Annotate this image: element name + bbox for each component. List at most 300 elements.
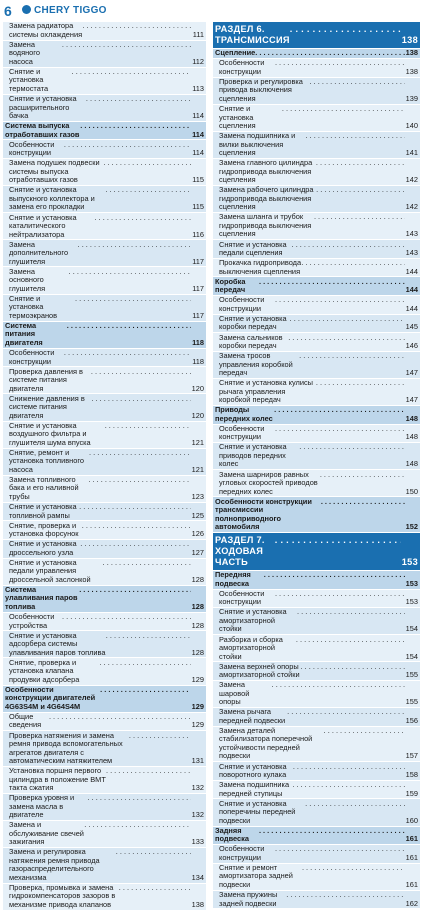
toc-entry-title: Установка поршня первого цилиндра в положение ВМТ такта сжатия: [9, 767, 106, 793]
toc-entry-title-wrap: [215, 278, 405, 295]
toc-entry-page: 146: [405, 341, 418, 351]
toc-entry-title: Замена шаровой опоры: [219, 681, 250, 707]
toc-entry-title: Снятие и установка адсорбера системы улавливания паров топлива: [9, 631, 106, 657]
toc-entry-title-wrap: [9, 632, 191, 658]
toc-entry-title: Проверка давления в системе питания двигателя: [9, 367, 83, 393]
toc-leader-dots: [272, 681, 405, 707]
toc-entry: [3, 295, 206, 322]
toc-entry: [3, 503, 206, 522]
toc-leader-dots: [62, 41, 191, 67]
toc-entry: [3, 68, 206, 95]
toc-entry-page: 116: [192, 229, 204, 239]
toc-leader-dots: [275, 535, 401, 568]
toc-leader-dots: [69, 268, 192, 294]
toc-entry: [213, 590, 420, 609]
toc-chapter-heading: [3, 322, 206, 349]
toc-entry-title-wrap: [9, 295, 191, 321]
toc-entry: [213, 132, 420, 159]
toc-entry-title-wrap: [9, 732, 191, 766]
toc-leader-dots: [299, 352, 404, 378]
toc-leader-dots: [255, 49, 404, 58]
toc-entry: [213, 213, 420, 240]
toc-entry-title-wrap: [219, 845, 405, 862]
toc-entry: [3, 658, 206, 685]
toc-entry-page: 113: [192, 83, 204, 93]
chery-logo-icon: [22, 5, 31, 14]
toc-entry-title: Снятие и установка амортизаторной стойки: [219, 608, 287, 634]
toc-leader-dots: [321, 498, 405, 532]
toc-leader-dots: [296, 636, 405, 662]
toc-entry-title: Коробка передач: [215, 277, 246, 295]
toc-entry-title-wrap: [9, 141, 191, 158]
toc-entry-title: Проверка, промывка и замена гидрокомпенсаторов зазоров в механизме привода клапанов: [9, 883, 116, 909]
toc-entry: [213, 891, 420, 910]
toc-entry-page: 114: [192, 129, 204, 139]
toc-entry: [3, 267, 206, 294]
toc-leader-dots: [105, 186, 191, 212]
toc-leader-dots: [82, 22, 191, 39]
toc-entry-title: Снятие и установка каталитического нейтрализатора: [9, 213, 77, 239]
toc-entry: [3, 794, 206, 821]
toc-entry-title-wrap: [219, 59, 405, 76]
toc-entry: [213, 186, 420, 213]
toc-entry-title: Особенности конструкции: [219, 59, 265, 76]
toc-entry: [213, 379, 420, 406]
toc-leader-dots: [75, 295, 191, 321]
toc-entry-title-wrap: [219, 132, 405, 158]
toc-entry-page: 134: [191, 872, 204, 882]
toc-leader-dots: [119, 884, 191, 910]
toc-entry: [3, 521, 206, 540]
toc-entry-title-wrap: [219, 241, 405, 258]
toc-leader-dots: [49, 713, 191, 730]
toc-entry: [213, 105, 420, 132]
toc-entry-page: 155: [405, 697, 418, 707]
toc-entry-title: Система улавливания паров топлива: [5, 585, 78, 611]
toc-leader-dots: [62, 613, 191, 630]
toc-entry-title-wrap: [9, 659, 191, 685]
toc-entry: [3, 213, 206, 240]
toc-entry: [3, 613, 206, 632]
toc-leader-dots: [100, 686, 190, 712]
toc-entry-page: 142: [405, 175, 418, 185]
toc-entry: [3, 186, 206, 213]
toc-entry-title: Система выпуска отработавших газов: [5, 122, 80, 139]
toc-leader-dots: [282, 105, 405, 131]
toc-entry-page: 144: [405, 303, 418, 313]
toc-entry: [3, 559, 206, 586]
toc-entry: [213, 159, 420, 186]
toc-entry: [3, 95, 206, 122]
toc-leader-dots: [116, 848, 191, 882]
toc-leader-dots: [64, 141, 191, 158]
toc-leader-dots: [100, 659, 191, 685]
toc-leader-dots: [264, 571, 405, 588]
toc-leader-dots: [79, 503, 191, 520]
toc-entry: [3, 394, 206, 421]
toc-entry-title: Замена рычага передней подвески: [219, 708, 286, 725]
toc-entry-title: Снятие и установка выпускного коллектора и замена его прокладки: [9, 186, 95, 212]
toc-entry-title-wrap: [219, 681, 405, 707]
toc-entry-title: Система питания двигателя: [5, 321, 43, 347]
toc-entry-page: 128: [191, 574, 204, 584]
toc-entry-title: Замена подушек подвески системы выпуска отработавших газов: [9, 159, 100, 185]
toc-entry-page: 115: [192, 175, 204, 185]
toc-entry-title-wrap: [9, 349, 191, 366]
toc-entry: [3, 22, 206, 41]
toc-entry: [3, 713, 206, 732]
toc-entry-page: 148: [405, 432, 418, 442]
toc-entry-title: Замена и обслуживание свечей зажигания: [9, 821, 84, 847]
toc-entry-page: 144: [405, 266, 418, 276]
toc-leader-dots: [324, 727, 405, 761]
toc-entry-title-wrap: [219, 763, 405, 780]
toc-entry-page: 143: [405, 229, 418, 239]
toc-entry-title-wrap: [215, 827, 405, 844]
brand-name: CHERY TIGGO: [34, 5, 107, 16]
toc-chapter-heading: [3, 586, 206, 613]
toc-leader-dots: [299, 443, 404, 469]
toc-entry-page: 138: [405, 66, 418, 76]
toc-chapter-heading: [213, 497, 420, 533]
toc-entry-title: Проверка натяжения и замена ремня привода вспомогательных агрегатов двигателя с автоматическим натяжителем: [9, 731, 123, 766]
toc-entry: [213, 799, 420, 826]
toc-leader-dots: [297, 608, 405, 634]
toc-entry-page: 114: [192, 111, 204, 121]
toc-entry-title: Снятие и ремонт амортизатора задней подвески: [219, 863, 293, 889]
toc-entry-title-wrap: [219, 471, 405, 497]
toc-entry-title: Замена верхней опоры амортизаторной стойки: [219, 662, 300, 680]
toc-entry-title-wrap: [219, 315, 405, 332]
toc-entry-page: 118: [192, 337, 204, 347]
toc-entry-title: Снятие и установка воздушного фильтра и глушителя шума впуска: [9, 421, 91, 447]
toc-entry-title: Прокачка гидропривода выключения сцепления: [219, 259, 302, 276]
toc-entry-title-wrap: [9, 22, 192, 39]
toc-entry: [213, 727, 420, 763]
toc-entry-page: 127: [191, 547, 204, 557]
toc-entry-title-wrap: [9, 449, 191, 475]
toc-leader-dots: [78, 241, 192, 267]
toc-leader-dots: [287, 708, 405, 725]
toc-entry-page: 120: [191, 383, 204, 393]
toc-entry-page: 156: [405, 715, 418, 725]
toc-entry-title: Снятие и установка дроссельного узла: [9, 540, 77, 557]
toc-leader-dots: [91, 368, 191, 394]
toc-entry-page: 112: [192, 56, 204, 66]
toc-entry-title-wrap: [9, 713, 191, 730]
toc-entry-title: Замена шарниров равных угловых скоростей приводов передних колес: [219, 470, 318, 496]
toc-leader-dots: [288, 334, 404, 351]
toc-entry-title-wrap: [9, 159, 191, 185]
toc-entry-title: Особенности конструкции: [219, 296, 265, 313]
toc-entry-title: Снятие и установка термоэкранов: [9, 294, 58, 320]
toc-entry-page: 161: [405, 879, 418, 889]
toc-entry-title: РАЗДЕЛ 7. ХОДОВАЯ ЧАСТЬ: [215, 534, 265, 567]
toc-entry-title-wrap: [9, 241, 191, 267]
toc-leader-dots: [301, 259, 404, 276]
toc-leader-dots: [305, 800, 405, 826]
toc-entry-page: 140: [405, 121, 418, 131]
toc-entry-title-wrap: [9, 613, 191, 630]
toc-entry-title: Замена главного цилиндра гидропривода выключения сцепления: [219, 159, 313, 185]
brand-logo: [22, 5, 107, 16]
toc-leader-dots: [275, 590, 405, 607]
toc-entry: [213, 59, 420, 78]
toc-entry-title: Снижение давления в системе питания двигателя: [9, 394, 85, 420]
toc-entry-page: 138: [405, 48, 418, 58]
toc-leader-dots: [286, 891, 404, 908]
toc-entry-title-wrap: [9, 767, 191, 793]
toc-entry-title-wrap: [219, 334, 405, 351]
toc-entry: [213, 78, 420, 105]
toc-entry: [213, 315, 420, 334]
toc-entry-title: Задняя подвеска: [215, 826, 249, 844]
toc-leader-dots: [91, 395, 190, 421]
toc-entry-page: 158: [405, 770, 418, 780]
toc-entry-page: 129: [191, 720, 204, 730]
toc-leader-dots: [274, 406, 405, 423]
toc-entry-page: 132: [191, 810, 204, 820]
toc-entry-title-wrap: [219, 186, 405, 212]
toc-entry-page: 154: [405, 624, 418, 634]
toc-leader-dots: [67, 322, 191, 348]
toc-entry-title: Передняя подвеска: [215, 571, 251, 588]
toc-entry-title-wrap: [219, 781, 405, 798]
toc-leader-dots: [106, 767, 191, 793]
toc-entry-page: 152: [405, 522, 418, 532]
toc-entry-title: Снятие и установка поворотного кулака: [219, 762, 287, 780]
toc-entry-page: 161: [405, 852, 418, 862]
toc-entry-title: Замена радиатора системы охлаждения: [9, 22, 83, 39]
toc-entry-title: Снятие, проверка и установка клапана продувки адсорбера: [9, 658, 80, 684]
toc-chapter-heading: [213, 571, 420, 590]
toc-entry-page: 126: [191, 529, 204, 539]
toc-entry-title: Снятие и установка педали сцепления: [219, 240, 287, 258]
toc-entry-title-wrap: [9, 268, 191, 294]
toc-entry: [213, 296, 420, 315]
toc-leader-dots: [72, 68, 192, 94]
toc-entry-title: Приводы передних колес: [215, 406, 273, 423]
toc-entry-title: Снятие и установка сцепления: [219, 105, 256, 131]
toc-entry-title: Снятие и установка коробки передач: [219, 314, 287, 332]
toc-entry: [213, 864, 420, 891]
toc-entry-page: 111: [192, 29, 204, 39]
toc-entry-title-wrap: [215, 498, 405, 532]
toc-entry-title-wrap: [215, 535, 401, 568]
toc-leader-dots: [301, 663, 405, 680]
toc-entry-title-wrap: [9, 559, 191, 585]
toc-entry-title: Замена подшипника и вилки выключения сцепления: [219, 132, 296, 158]
toc-entry-page: 123: [191, 491, 204, 501]
page-number: 6: [4, 3, 12, 19]
toc-leader-dots: [103, 159, 191, 185]
toc-leader-dots: [310, 78, 405, 104]
toc-entry-page: 147: [405, 368, 418, 378]
toc-leader-dots: [86, 95, 191, 121]
toc-entry-page: 162: [405, 898, 418, 908]
toc-section-heading: [213, 533, 420, 571]
toc-entry: [3, 821, 206, 848]
toc-entry-page: 118: [192, 356, 204, 366]
toc-entry-title: Снятие, ремонт и установка топливного насоса: [9, 448, 85, 474]
toc-leader-dots: [292, 781, 404, 798]
toc-entry: [213, 608, 420, 635]
toc-entry-title-wrap: [9, 422, 191, 448]
toc-leader-dots: [105, 422, 191, 448]
toc-entry-title: Замена рабочего цилиндра гидропривода выключения сцепления: [219, 186, 314, 212]
toc-entry-title-wrap: [219, 425, 405, 442]
toc-chapter-heading: [213, 827, 420, 846]
toc-entry: [3, 476, 206, 503]
toc-entry: [213, 259, 420, 278]
toc-entry: [3, 159, 206, 186]
toc-leader-dots: [306, 132, 405, 158]
toc-entry-title: Особенности конструкции двигателей 4G63S4M и 4G64S4M: [5, 685, 96, 711]
toc-right-column: [213, 22, 420, 909]
toc-entry-title-wrap: [219, 590, 405, 607]
toc-entry-title: Замена тросов управления коробкой передач: [219, 352, 293, 378]
toc-leader-dots: [259, 278, 405, 295]
toc-entry-page: 147: [405, 395, 418, 405]
toc-entry-title-wrap: [9, 522, 191, 539]
toc-entry-title-wrap: [219, 708, 405, 725]
toc-entry-page: 117: [192, 283, 204, 293]
toc-entry-title: Замена водяного насоса: [9, 40, 40, 66]
toc-entry-title-wrap: [219, 352, 405, 378]
toc-entry-title: Замена топливного бака и его наливной трубы: [9, 475, 79, 501]
toc-entry-title-wrap: [9, 214, 191, 240]
toc-entry: [213, 333, 420, 352]
toc-leader-dots: [275, 845, 405, 862]
toc-entry-page: 150: [405, 486, 418, 496]
toc-entry-title: Замена основного глушителя: [9, 267, 46, 293]
toc-leader-dots: [103, 559, 191, 585]
toc-leader-dots: [320, 471, 405, 497]
toc-entry: [213, 681, 420, 708]
toc-left-column: [3, 22, 206, 911]
toc-entry-title: Общие сведения: [9, 712, 42, 730]
toc-leader-dots: [292, 241, 405, 258]
toc-entry-page: 154: [405, 651, 418, 661]
toc-entry-page: 138: [191, 899, 204, 909]
toc-entry-title: Замена и регулировка натяжения ремня привода газораспределительного механизма: [9, 848, 100, 882]
toc-leader-dots: [293, 763, 405, 780]
toc-entry-title-wrap: [219, 105, 405, 131]
toc-entry-title: Снятие и установка педали управления дроссельной заслонкой: [9, 558, 91, 584]
toc-entry-page: 114: [192, 148, 204, 158]
toc-entry-title-wrap: [215, 49, 405, 58]
toc-entry-title-wrap: [219, 78, 405, 104]
toc-entry-page: 153: [405, 578, 418, 588]
toc-entry-title-wrap: [219, 727, 405, 761]
toc-entry-title-wrap: [219, 608, 405, 634]
toc-entry: [213, 635, 420, 662]
toc-entry: [3, 41, 206, 68]
toc-entry-title: Замена сальников коробки передач: [219, 333, 283, 351]
toc-entry-title-wrap: [215, 24, 401, 46]
toc-entry: [213, 425, 420, 444]
toc-leader-dots: [84, 821, 190, 847]
toc-entry-page: 161: [405, 834, 418, 844]
toc-entry-page: 148: [405, 459, 418, 469]
toc-entry-title-wrap: [9, 368, 191, 394]
toc-entry-page: 125: [191, 510, 204, 520]
toc-leader-dots: [79, 586, 190, 612]
toc-entry-page: 157: [405, 751, 418, 761]
toc-entry-page: 128: [191, 601, 204, 611]
toc-entry-title-wrap: [9, 794, 191, 820]
toc-entry-page: 143: [405, 248, 418, 258]
toc-leader-dots: [95, 214, 192, 240]
toc-entry-page: 148: [405, 413, 418, 423]
toc-entry-page: 142: [405, 202, 418, 212]
toc-entry-page: 121: [191, 464, 204, 474]
toc-entry: [3, 631, 206, 658]
toc-entry-title: Замена дополнительного глушителя: [9, 240, 69, 266]
toc-entry-title-wrap: [219, 159, 405, 185]
toc-entry-title: Разборка и сборка амортизаторной стойки: [219, 635, 283, 661]
toc-entry: [213, 662, 420, 681]
toc-chapter-heading: [213, 49, 420, 59]
toc-entry-page: 132: [191, 783, 204, 793]
toc-entry-title: Снятие и установка приводов передних колес: [219, 443, 287, 469]
toc-leader-dots: [129, 732, 191, 766]
toc-entry-page: 117: [192, 310, 204, 320]
toc-leader-dots: [80, 122, 191, 139]
toc-leader-dots: [80, 540, 190, 557]
toc-entry-title: Снятие и установка кулисы рычага управления коробкой передач: [219, 379, 313, 405]
toc-chapter-heading: [3, 686, 206, 713]
toc-entry-title-wrap: [219, 296, 405, 313]
toc-entry-title: Особенности конструкции: [219, 424, 265, 442]
toc-leader-dots: [290, 315, 405, 332]
toc-entry-page: 133: [191, 837, 204, 847]
toc-entry-page: 117: [192, 256, 204, 266]
toc-entry: [213, 845, 420, 864]
toc-entry-page: 153: [401, 556, 418, 567]
toc-entry-title-wrap: [215, 571, 405, 588]
toc-entry-title-wrap: [5, 586, 191, 612]
toc-leader-dots: [314, 213, 405, 239]
toc-entry: [3, 540, 206, 559]
toc-leader-dots: [88, 794, 191, 820]
toc-entry-title: Снятие, проверка и установка форсунок: [9, 521, 79, 539]
toc-entry: [3, 240, 206, 267]
toc-entry-title: Особенности конструкции: [219, 589, 265, 607]
toc-entry-title: Замена подшипника передней ступицы: [219, 781, 290, 798]
toc-leader-dots: [64, 349, 191, 366]
toc-chapter-heading: [213, 406, 420, 425]
toc-entry-title-wrap: [9, 395, 191, 421]
toc-entry: [3, 884, 206, 911]
toc-entry-title: Особенности устройства: [9, 613, 55, 630]
toc-entry-title-wrap: [219, 891, 405, 908]
toc-leader-dots: [88, 476, 190, 502]
toc-entry-title-wrap: [219, 259, 405, 276]
toc-entry-title-wrap: [9, 41, 191, 67]
toc-entry-page: 128: [191, 620, 204, 630]
toc-entry: [3, 367, 206, 394]
toc-entry-page: 144: [405, 285, 418, 295]
toc-entry-title-wrap: [5, 322, 191, 348]
toc-leader-dots: [316, 379, 405, 405]
toc-entry-title-wrap: [219, 663, 405, 680]
toc-entry-title: Особенности конструкции: [9, 349, 55, 366]
toc-entry-title-wrap: [9, 503, 191, 520]
toc-entry-title-wrap: [9, 884, 191, 910]
toc-entry-title-wrap: [219, 864, 405, 890]
toc-entry-page: 115: [192, 202, 204, 212]
